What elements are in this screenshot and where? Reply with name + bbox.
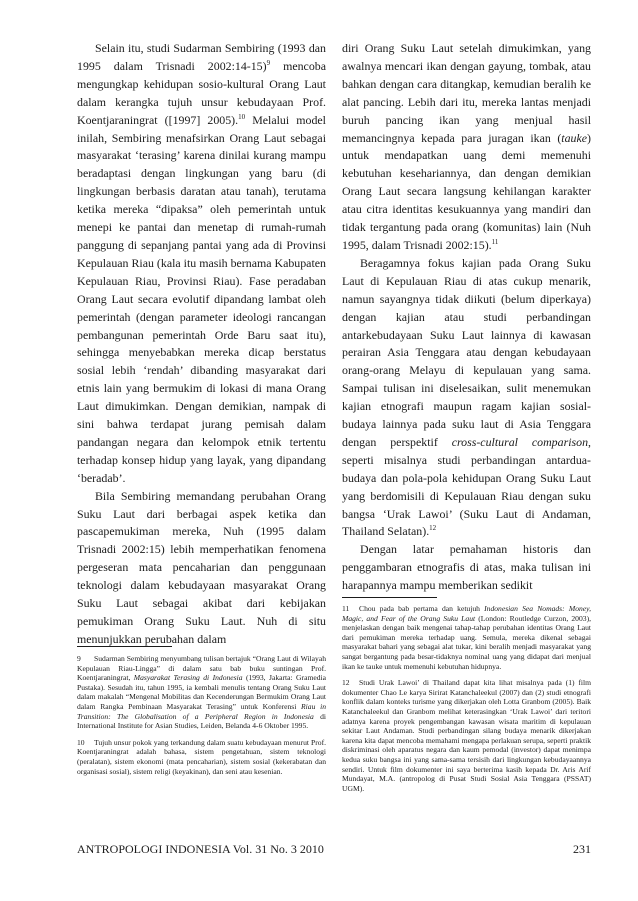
footnote-text: (1993, Jakarta: Gramedia Pustaka). Sesudah itu, tahun 1995, ia kembali menulis tentang Orang Suku Laut dalam makalah “Mengenal Mobilitas dan Kecenderungan Bermukim Orang Laut dalam Rangka Pembinaan Masyarakat Terasing” untuk Konferensi	[77, 673, 326, 711]
italic-term: tauke	[561, 130, 588, 145]
journal-citation: ANTROPOLOGI INDONESIA Vol. 31 No. 3 2010	[77, 842, 324, 856]
footnote-text: di International Institute for Asian Studies, Leiden, Belanda 4-6 Oktober 1995.	[77, 711, 326, 731]
footnote-11	[342, 604, 591, 671]
paragraph-text: , seperti misalnya studi perbandingan antardua-budaya dan pola-pola kehidupan Orang Suku Laut yang berdomisili di Kepulauan Riau dengan suku bangsa ‘Urak Lawoi’ (Suku Laut di Andaman, Thailand Selatan).	[342, 434, 591, 539]
footnote-text: Studi Urak Lawoi’ di Thailand dapat kita lihat misalnya pada (1) film dokumenter Chao Le karya Sirirat Katanchaleekul (2007) dan (2) studi etnografi konflik dalam konteks turisme yang dikerjakan oleh Lotta Granbom (2005). Baik Katanchaleekul dan Granbom melihat keterasingkan ‘Urak Lawoi’ dari teritori adatnya karena proyek pengembangan kawasan wisata maritim di kepulauan sekitar Laut Andaman. Studi perbandingan silang budaya menarik dikerjakan karena kita dapat mencoba memahami mengapa perlakuan serupa, seperti praktik diskriminasi oleh aparatus negara dan kaum pemodal (investor) dapat menimpa kedua suku bangsa ini yang sama-sama tersisih dari lingkungan kebudayaannya sendiri. Untuk film dokumenter ini saya berterima kasih kepada Dr. Aris Arif Mundayat, M.A. (antropolog di Pusat Studi Sosial Asia Tenggara (PSSAT) UGM).	[342, 678, 591, 793]
paragraph	[342, 541, 591, 595]
paragraph-text: ) untuk mendapatkan uang demi memenuhi kebutuhan kesehariannya, dan dengan demikian Orang Laut secara langsung kehilangan karakter atau citra identitas kesukuannya yang mandiri dan tidak tergantung pada orang (komunitas) lain (Nuh 1995, dalam Trisnadi 2002:15).	[342, 130, 591, 252]
footnote-text: Chou pada bab pertama dan ketujuh	[359, 604, 485, 613]
paragraph-text: Melalui model inilah, Sembiring menafsirkan Orang Laut sebagai masyarakat ‘terasing’ karena dinilai kurang mampu beradaptasi dengan lingkungan yang baru (di lingkungan berbasis daratan atau tanah), terutama ketika mereka “dipaksa” oleh pemerintah untuk menepi ke pantai dan menetap di rumah-rumah panggung di sepanjang pantai yang ada di Provinsi Kepulauan Riau (kala itu masih bernama Kabupaten Kepulauan Riau, Provinsi Riau). Fase peradaban Orang Laut secara evolutif dipandang lambat oleh pemerintah (dengan parameter ideologi rancangan pembangunan pemerintah Orde Baru saat itu), sehingga menyebabkan mereka dicap berstatus sosial lebih ‘rendah’ dibanding masyarakat dari etnis lain yang bermukim di lokasi di mana Orang Laut dimukimkan. Dengan demikian, nampak di sini bahwa terdapat jurang pemisah dalam pandangan negara dan kelompok etnik tertentu terhadap konsep hidup yang layak, yang dipandang ‘beradab’.	[77, 112, 326, 485]
footnote-12	[342, 678, 591, 793]
footnote-text: (London: Routledge Curzon, 2003), menjelaskan dengan baik mengenai tahap-tahap perubahan identitas Orang Laut dari pemukiman mereka terhadap uang. Semula, mereka dikenal sebagai masyarakat bahari yang sebagai alat tukar, kini beralih menjadi masyarakat yang sangat bergantung pada besar-tidaknya nominal uang yang didapat dari menjual ikan ke tauke untuk memenuhi kebutuhan hidupnya.	[342, 613, 591, 671]
footnotes-right	[342, 604, 591, 800]
paragraph-text: diri Orang Suku Laut setelah dimukimkan, yang awalnya mencari ikan dengan gayung, tombak, atau bahkan dengan cara ditangkap, kemudian beralih ke alat pancing. Lebih dari itu, mereka lantas menjadi buruh pancing ikan yang menjual hasil memancingnya kepada para juragan ikan (	[342, 41, 591, 145]
italic-term: cross-cultural comparison	[451, 434, 589, 449]
paragraph	[342, 255, 591, 542]
footnote-ref-9[interactable]: 9	[266, 58, 271, 67]
footnote-number: 9	[77, 654, 81, 663]
footnote-number: 11	[342, 604, 350, 613]
footnote-divider	[77, 646, 172, 647]
paragraph-text: Beragamnya fokus kajian pada Orang Suku Laut di Kepulauan Riau di atas cukup menarik, namun sayangnya tidak diikuti (belum diperkaya) dengan kajian atau studi perbandingan antarkebudayaan Suku Laut lainnya di kawasan perairan Asia Tenggara atau dengan kebudayaan orang-orang Melayu di kepulauan yang sama. Sampai tulisan ini diselesaikan, sulit menemukan kajian etnografi maupun ragam kajian sosial-budaya lainnya pada suku laut di Asia Tenggara dengan perspektif	[342, 255, 591, 449]
footnote-10	[77, 738, 326, 776]
footnote-italic: Indonesian Sea Nomads: Money, Magic, and Fear of the Orang Suku Laut	[342, 604, 592, 623]
footnote-italic: Riau in Transition: The Globalisation of a Peripheral Region in Indonesia	[77, 701, 326, 721]
footnote-ref-11[interactable]: 11	[491, 238, 499, 246]
paragraph-text: mencoba mengungkap kehidupan sosio-kultural Orang Laut dalam kerangka tujuh unsur kebudayaan Prof. Koentjaraningrat ([1997] 2005).	[77, 58, 327, 127]
footnote-text: Tujuh unsur pokok yang terkandung dalam suatu kebudayaan menurut Prof. Koentjaraningrat adalah bahasa, sistem pengetahuan, sistem teknologi (peralatan), sistem ekonomi (mata pencaharian), sistem sosial (kekerabatan dan organisasi sosial), sistem religi (keyakinan), dan seni atau kesenian.	[77, 737, 326, 776]
footnote-divider	[342, 597, 437, 598]
paragraph-text: Bila Sembiring memandang perubahan Orang Suku Laut dari berbagai aspek ketika dan pascapemukiman mereka, Nuh (1995 dalam Trisnadi 2002:15) lebih memperhatikan fenomena pergeseran mata pencaharian dan penggunaan teknologi dalam kebudayaan masyarakat Orang Suku Laut sebagai akibat dari kebijakan pemukiman Orang Suku Laut. Nuh di situ menunjukkan perubahan dalam	[77, 488, 326, 646]
footnote-ref-10[interactable]: 10	[238, 112, 246, 121]
paragraph	[77, 40, 326, 488]
footnote-number: 12	[342, 678, 350, 688]
footnotes-left	[77, 654, 326, 783]
footnote-number: 10	[77, 737, 85, 747]
page-number: 231	[573, 842, 591, 856]
paragraph-text: Dengan latar pemahaman historis dan penggambaran etnografis di atas, maka tulisan ini harapannya mampu memberikan sedikit	[342, 542, 591, 593]
body-column-left	[77, 40, 326, 649]
footnote-text: Sudarman Sembiring menyumbang tulisan bertajuk “Orang Laut di Wilayah Kepulauan Riau-Lingga” di dalam satu bab buku suntingan Prof. Koentjaraningrat,	[77, 654, 326, 683]
paragraph-text: Selain itu, studi Sudarman Sembiring (1993 dan 1995 dalam Trisnadi 2002:14-15)	[77, 41, 326, 73]
footnote-9	[77, 654, 326, 731]
paragraph	[342, 40, 591, 255]
footnote-ref-12[interactable]: 12	[429, 524, 437, 533]
footnote-italic: Masyarakat Terasing di Indonesia	[133, 673, 243, 683]
paragraph	[77, 488, 326, 649]
body-column-right	[342, 40, 591, 595]
